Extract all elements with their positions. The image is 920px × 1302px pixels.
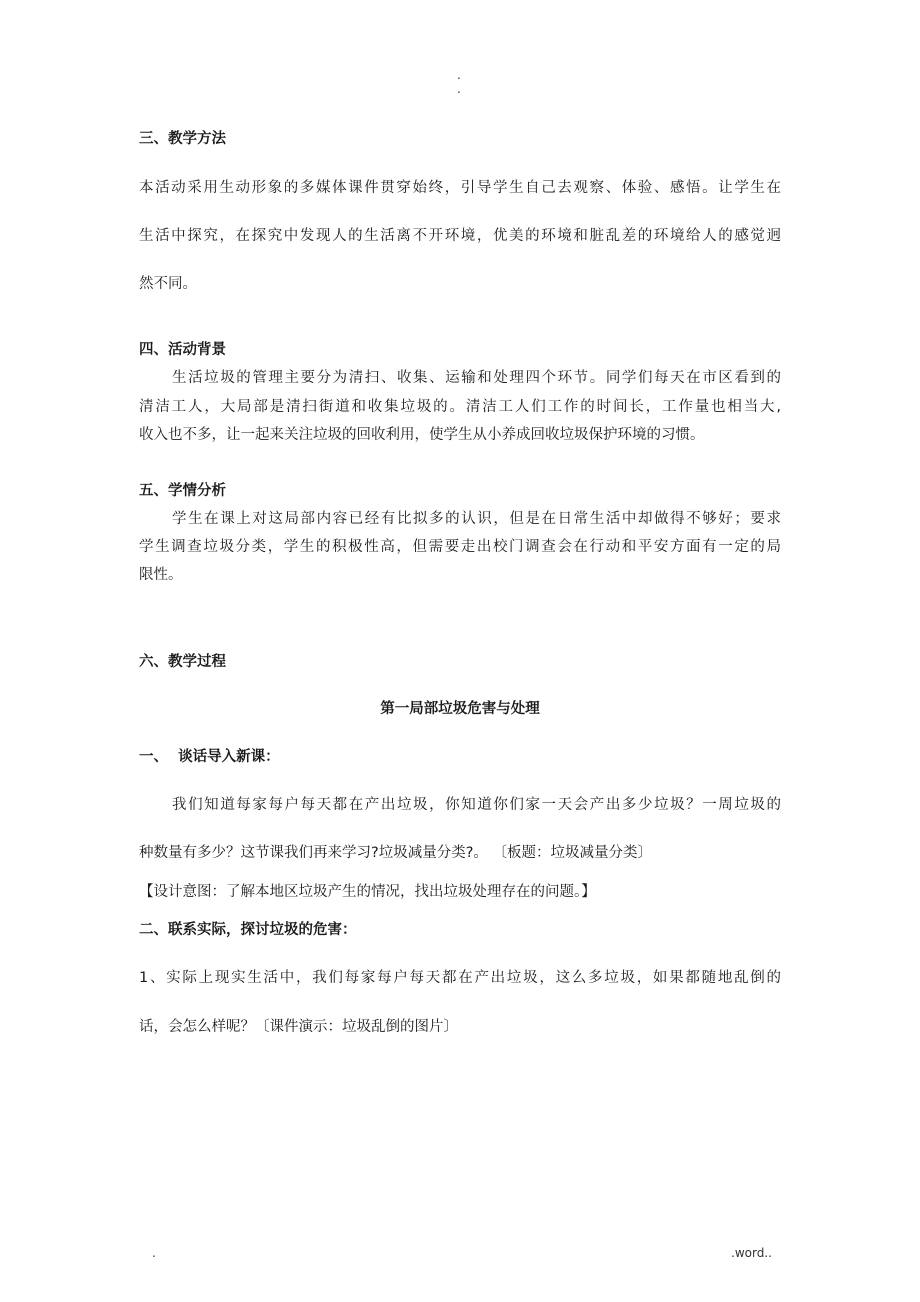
paragraph-line: 学生在课上对这局部内容已经有比拟多的认识，但是在日常生活中却做得不够好；要求 [172,511,781,527]
part-title: 第一局部垃圾危害与处理 [380,701,540,717]
paragraph-line: 话，会怎么样呢？〔课件演示：垃圾乱倒的图片〕 [139,1019,458,1035]
paragraph-line: 种数量有多少？这节课我们再来学习?垃圾减量分类?。 〔板题：垃圾减量分类〕 [139,845,652,861]
section-title-teaching-method: 三、教学方法 [139,131,226,147]
subsection-title-intro: 一、 谈话导入新课： [139,749,280,765]
header-dot: . [457,82,461,96]
paragraph-line: 本活动采用生动形象的多媒体课件贯穿始终，引导学生自己去观察、体验、感悟。让学生在 [139,180,781,196]
paragraph-line: 生活中探究，在探究中发现人的生活离不开环境，优美的环境和脏乱差的环境给人的感觉迥 [139,228,781,244]
paragraph-line: 清洁工人，大局部是清扫街道和收集垃圾的。清洁工人们工作的时间长，工作量也相当大, [139,399,781,415]
paragraph-line: 学生调查垃圾分类，学生的积极性高，但需要走出校门调查会在行动和平安方面有一定的局 [139,539,781,555]
section-title-learning-analysis: 五、学情分析 [139,483,226,499]
footer-right: .word.. [731,1246,772,1260]
paragraph-line: 1、实际上现实生活中，我们每家每户每天都在产出垃圾，这么多垃圾，如果都随地乱倒的 [139,970,781,986]
paragraph-line: 生活垃圾的管理主要分为清扫、收集、运输和处理四个环节。同学们每天在市区看到的 [172,370,781,386]
footer-left: . [152,1246,156,1260]
subsection-title-harms: 二、联系实际，探讨垃圾的危害： [139,922,357,938]
paragraph-line: 收入也不多，让一起来关注垃圾的回收利用，使学生从小养成回收垃圾保护环境的习惯。 [139,427,705,443]
paragraph-line: 然不同。 [139,276,197,292]
section-title-teaching-process: 六、教学过程 [139,654,226,670]
design-intent: 【设计意图：了解本地区垃圾产生的情况，找出垃圾处理存在的问题。】 [139,884,596,900]
header-dot: . [457,68,461,82]
section-title-activity-background: 四、活动背景 [139,342,226,358]
paragraph-line: 限性。 [139,567,183,583]
paragraph-line: 我们知道每家每户每天都在产出垃圾，你知道你们家一天会产出多少垃圾？一周垃圾的 [172,797,781,813]
